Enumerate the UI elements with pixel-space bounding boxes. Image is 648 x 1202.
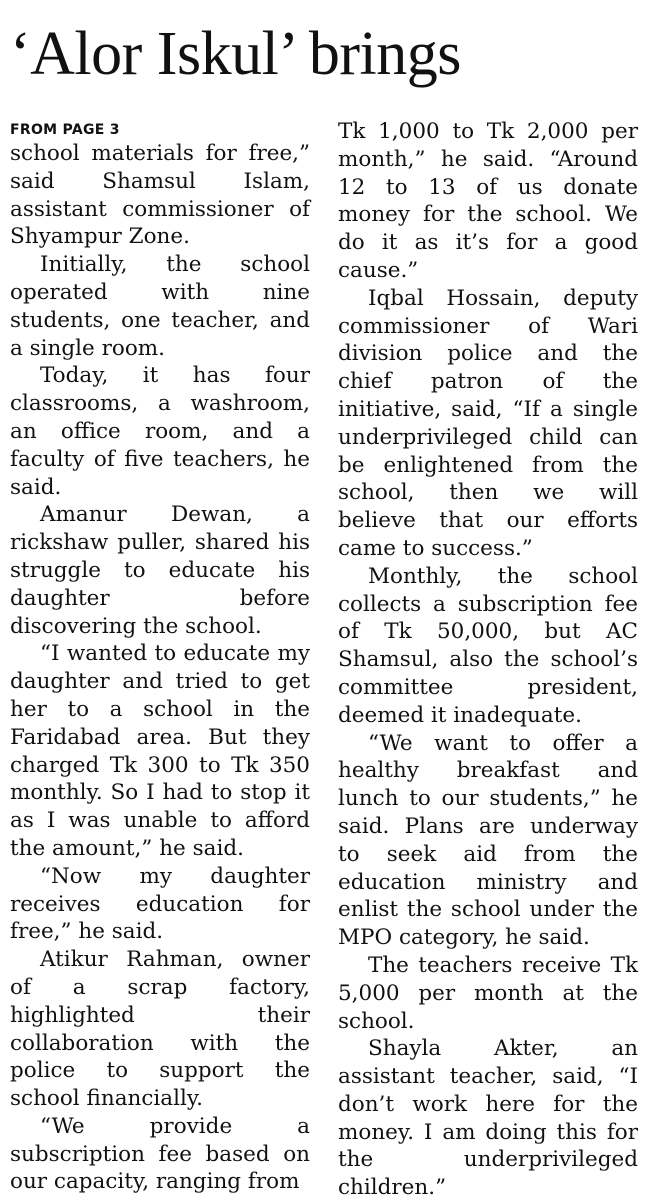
paragraph: Atikur Rahman, owner of a scrap factory, highlighted their collaboration with the police to support the school financially. [10,947,310,1112]
paragraph: “Now my daughter receives education for free,” he said. [10,863,310,945]
paragraph: Iqbal Hossain, deputy commissioner of Wari division police and the chief patron of the initiative, said, “If a single underprivileged child can be enlightened from the school, then we will believe that our efforts came to success.” [338,285,638,561]
paragraph: Today, it has four classrooms, a washroom, an office room, and a faculty of five teachers, he said. [10,363,310,500]
paragraph: The teachers receive Tk 5,000 per month at the school. [338,952,638,1034]
paragraph: Shayla Akter, an assistant teacher, said, “I don’t work here for the money. I am doing this for the underprivileged children.” [338,1036,638,1201]
column-left [10,118,310,1196]
paragraph: Initially, the school operated with nine students, one teacher, and a single room. [10,252,310,361]
paragraph: “We want to offer a healthy breakfast and lunch to our students,” he said. Plans are underway to seek aid from the education ministry and enlist the school under the MPO category, he said. [338,730,638,951]
continuation-kicker: FROM PAGE 3 [10,122,120,138]
paragraph: “I wanted to educate my daughter and tried to get her to a school in the Faridabad area. But they charged Tk 300 to Tk 350 monthly. So I had to stop it as I was unable to afford the amount,” he said. [10,641,310,861]
paragraph: Amanur Dewan, a rickshaw puller, shared his struggle to educate his daughter before discovering the school. [10,502,310,639]
paragraph: school materials for free,” said Shamsul Islam, assistant commissioner of Shyampur Zone. [10,141,310,250]
paragraph: Monthly, the school collects a subscription fee of Tk 50,000, but AC Shamsul, also the school’s committee president, deemed it inadequate. [338,563,638,728]
headline: ‘Alor Iskul’ brings [10,20,461,88]
paragraph: Tk 1,000 to Tk 2,000 per month,” he said. “Around 12 to 13 of us donate money for the school. We do it as it’s for a good cause.” [338,119,638,283]
column-right [338,118,638,1202]
paragraph: “We provide a subscription fee based on our capacity, ranging from [10,1113,310,1195]
